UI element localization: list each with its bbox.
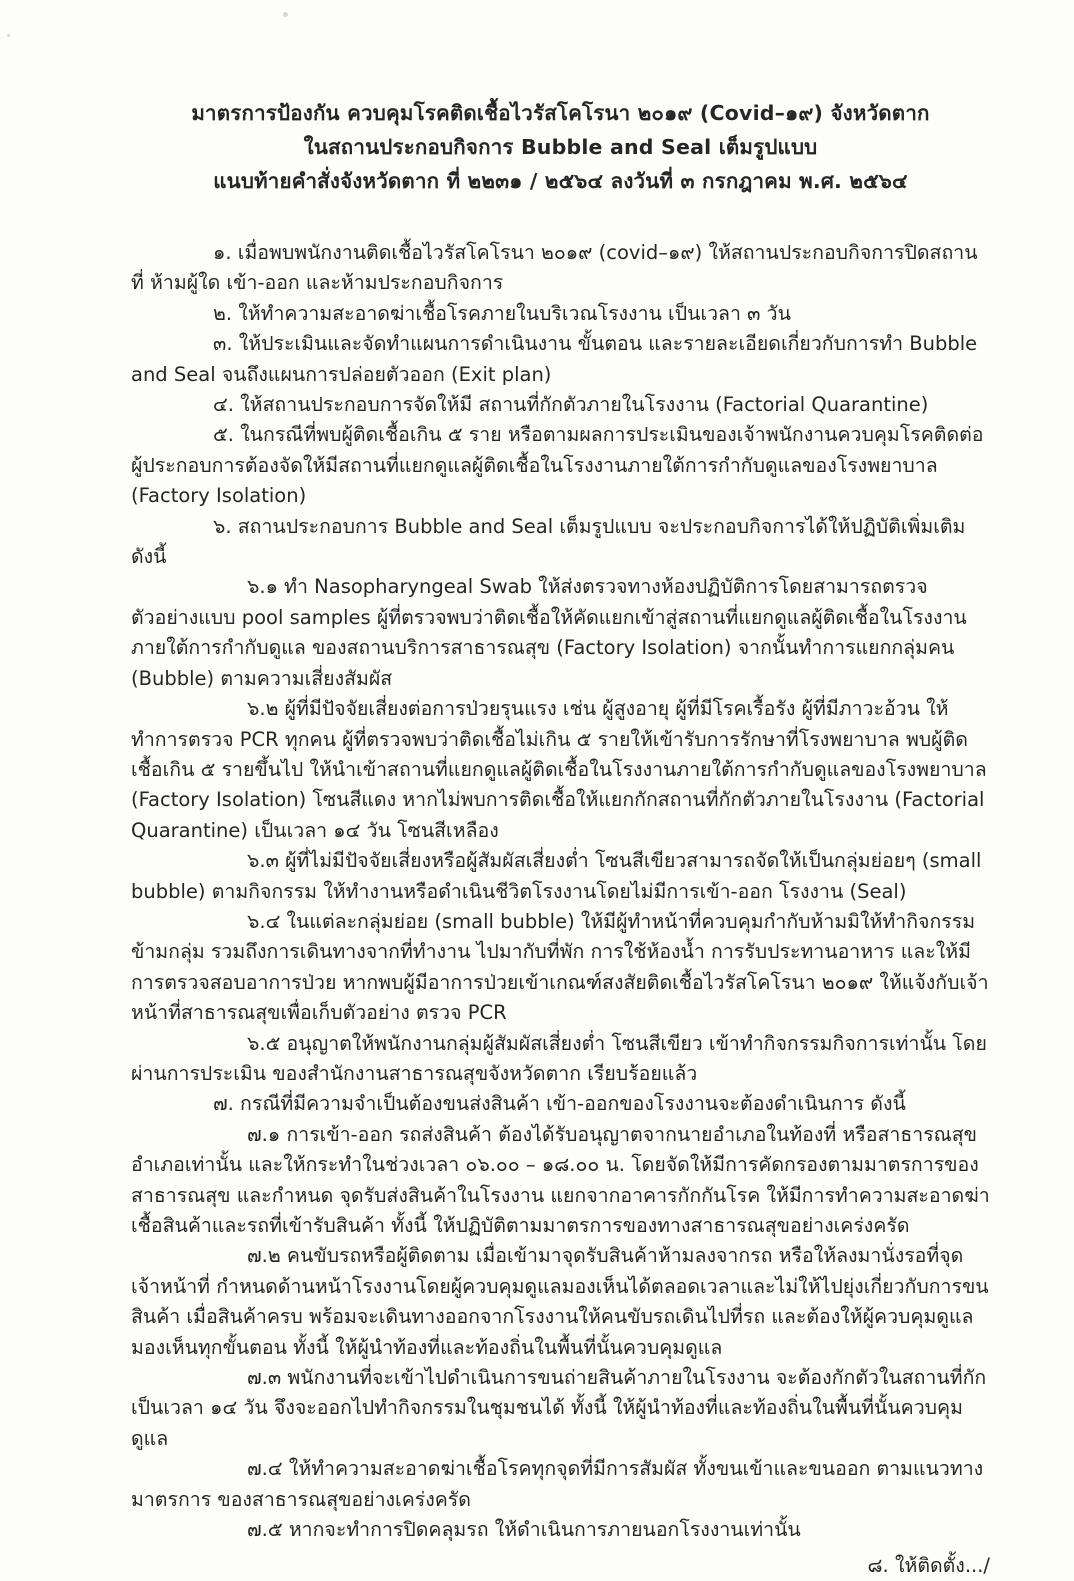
paragraph: ๗.๒ คนขับรถหรือผู้ติดตาม เมื่อเข้ามาจุดรับสินค้าห้ามลงจากรถ หรือให้ลงมานั่งรอที่จุดเจ้าหน้าที่ กำหนดด้านหน้าโรงงานโดยผู้ควบคุมดูแลมองเห็นได้ตลอดเวลาและไม่ให้ไปยุ่งเกี่ยวกับการขนสินค้า เมื่อสินค้าครบ พร้อมจะเดินทางออกจากโรงงานให้คนขับรถเดินไปที่รถ และต้องให้ผู้ควบคุมดูแลมองเห็นทุกขั้นตอน ทั้งนี้ ให้ผู้นำท้องที่และท้องถิ่นในพื้นที่นั้นควบคุมดูแล bbox=[131, 1244, 989, 1359]
paragraph: ๖. สถานประกอบการ Bubble and Seal เต็มรูปแบบ จะประกอบกิจการได้ให้ปฏิบัติเพิ่มเติม ดังนี้ bbox=[131, 514, 966, 569]
paragraph: ๖.๒ ผู้ที่มีปัจจัยเสี่ยงต่อการป่วยรุนแรง เช่น ผู้สูงอายุ ผู้ที่มีโรคเรื้อรัง ผู้ที่มีภาวะอ้วน ให้ทำการตรวจ PCR ทุกคน ผู้ที่ตรวจพบว่าติดเชื้อไม่เกิน ๕ รายให้เข้ารับการรักษาที่โรงพยาบาล พบผู้ติดเชื้อเกิน ๕ รายขึ้นไป ให้นำเข้าสถานที่แยกดูแลผู้ติดเชื้อในโรงงานภายใต้การกำกับดูแลของโรงพยาบาล (Factory Isolation) โซนสีแดง หากไม่พบการติดเชื้อให้แยกกักสถานที่กักตัวภายในโรงงาน (Factorial Quarantine) เป็นเวลา ๑๔ วัน โซนสีเหลือง bbox=[131, 697, 987, 842]
paragraph: ๖.๕ อนุญาตให้พนักงานกลุ่มผู้สัมผัสเสี่ยงต่ำ โซนสีเขียว เข้าทำกิจกรรมกิจการเท่านั้น โดยผ่านการประเมิน ของสำนักงานสาธารณสุขจังหวัดตาก เรียบร้อยแล้ว bbox=[131, 1031, 987, 1085]
paragraph: ๗. กรณีที่มีความจำเป็นต้องขนส่งสินค้า เข้า-ออกของโรงงานจะต้องดำเนินการ ดังนี้ bbox=[213, 1092, 906, 1116]
paragraph: ๑. เมื่อพบพนักงานติดเชื้อไวรัสโคโรนา ๒๐๑๙ (covid–๑๙) ให้สถานประกอบกิจการปิดสถานที่ ห้ามผู้ใด เข้า-ออก และห้ามประกอบกิจการ bbox=[131, 241, 978, 295]
scan-artifact bbox=[7, 34, 10, 37]
paragraph: ๗.๑ การเข้า-ออก รถส่งสินค้า ต้องได้รับอนุญาตจากนายอำเภอในท้องที่ หรือสาธารณสุขอำเภอเท่านั้น และให้กระทำในช่วงเวลา ๐๖.๐๐ – ๑๘.๐๐ น. โดยจัดให้มีการคัดกรองตามมาตรการของสาธารณสุข และกำหนด จุดรับส่งสินค้าในโรงงาน แยกจากอาคารกักกันโรค ให้มีการทำความสะอาดฆ่าเชื้อสินค้าและรถที่เข้ารับสินค้า ทั้งนี้ ให้ปฏิบัติตามมาตรการของทางสาธารณสุขอย่างเคร่งครัด bbox=[131, 1122, 990, 1237]
paragraph: ๓. ให้ประเมินและจัดทำแผนการดำเนินงาน ขั้นตอน และรายละเอียดเกี่ยวกับการทำ Bubble and Seal จนถึงแผนการปล่อยตัวออก (Exit plan) bbox=[131, 332, 978, 386]
paragraph: ๗.๕ หากจะทำการปิดคลุมรถ ให้ดำเนินการภายนอกโรงงานเท่านั้น bbox=[247, 1518, 801, 1542]
continuation-note: ๘. ให้ติดตั้ง.../ bbox=[867, 1554, 990, 1578]
paragraph: ๗.๔ ให้ทำความสะอาดฆ่าเชื้อโรคทุกจุดที่มีการสัมผัส ทั้งขนเข้าและขนออก ตามแนวทางมาตรการ ของสาธารณสุขอย่างเคร่งครัด bbox=[131, 1457, 984, 1511]
document-body bbox=[131, 238, 990, 1545]
paragraph: ๕. ในกรณีที่พบผู้ติดเชื้อเกิน ๕ ราย หรือตามผลการประเมินของเจ้าพนักงานควบคุมโรคติดต่อ ผู้ประกอบการต้องจัดให้มีสถานที่แยกดูแลผู้ติดเชื้อในโรงงานภายใต้การกำกับดูแลของโรงพยาบาล (Factory Isolation) bbox=[131, 423, 984, 508]
paragraph: ๔. ให้สถานประกอบการจัดให้มี สถานที่กักตัวภายในโรงงาน (Factorial Quarantine) bbox=[213, 393, 929, 417]
paragraph: ๖.๑ ทำ Nasopharyngeal Swab ให้ส่งตรวจทางห้องปฏิบัติการโดยสามารถตรวจตัวอย่างแบบ pool samples ผู้ที่ตรวจพบว่าติดเชื้อให้คัดแยกเข้าสู่สถานที่แยกดูแลผู้ติดเชื้อในโรงงานภายใต้การกำกับดูแล ของสถานบริการสาธารณสุข (Factory Isolation) จากนั้นทำการแยกกลุ่มคน (Bubble) ตามความเสี่ยงสัมผัส bbox=[131, 575, 967, 690]
title-line-3: แนบท้ายคำสั่งจังหวัดตาก ที่ ๒๒๓๑ / ๒๕๖๔ ลงวันที่ ๓ กรกฎาคม พ.ศ. ๒๕๖๔ bbox=[213, 169, 908, 193]
scan-artifact bbox=[283, 12, 288, 17]
paragraph: ๖.๓ ผู้ที่ไม่มีปัจจัยเสี่ยงหรือผู้สัมผัสเสี่ยงต่ำ โซนสีเขียวสามารถจัดให้เป็นกลุ่มย่อยๆ (small bubble) ตามกิจกรรม ให้ทำงานหรือดำเนินชีวิตโรงงานโดยไม่มีการเข้า-ออก โรงงาน (Seal) bbox=[131, 849, 982, 903]
paragraph: ๖.๔ ในแต่ละกลุ่มย่อย (small bubble) ให้มีผู้ทำหน้าที่ควบคุมกำกับห้ามมิให้ทำกิจกรรมข้ามกลุ่ม รวมถึงการเดินทางจากที่ทำงาน ไปมากับที่พัก การใช้ห้องน้ำ การรับประทานอาหาร และให้มีการตรวจสอบอาการป่วย หากพบผู้มีอาการป่วยเข้าเกณฑ์สงสัยติดเชื้อไวรัสโคโรนา ๒๐๑๙ ให้แจ้งกับเจ้าหน้าที่สาธารณสุขเพื่อเก็บตัวอย่าง ตรวจ PCR bbox=[131, 909, 989, 1025]
title-line-1: มาตรการป้องกัน ควบคุมโรคติดเชื้อไวรัสโคโรนา ๒๐๑๙ (Covid–๑๙) จังหวัดตาก bbox=[191, 101, 930, 125]
title-line-2: ในสถานประกอบกิจการ Bubble and Seal เต็มรูปแบบ bbox=[303, 135, 818, 159]
paragraph: ๒. ให้ทำความสะอาดฆ่าเชื้อโรคภายในบริเวณโรงงาน เป็นเวลา ๓ วัน bbox=[213, 301, 791, 325]
paragraph: ๗.๓ พนักงานที่จะเข้าไปดำเนินการขนถ่ายสินค้าภายในโรงงาน จะต้องกักตัวในสถานที่กัก เป็นเวลา ๑๔ วัน จึงจะออกไปทำกิจกรรมในชุมชนได้ ทั้งนี้ ให้ผู้นำท้องที่และท้องถิ่นในพื้นที่นั้นควบคุมดูแล bbox=[131, 1366, 987, 1450]
document-title bbox=[131, 96, 990, 198]
